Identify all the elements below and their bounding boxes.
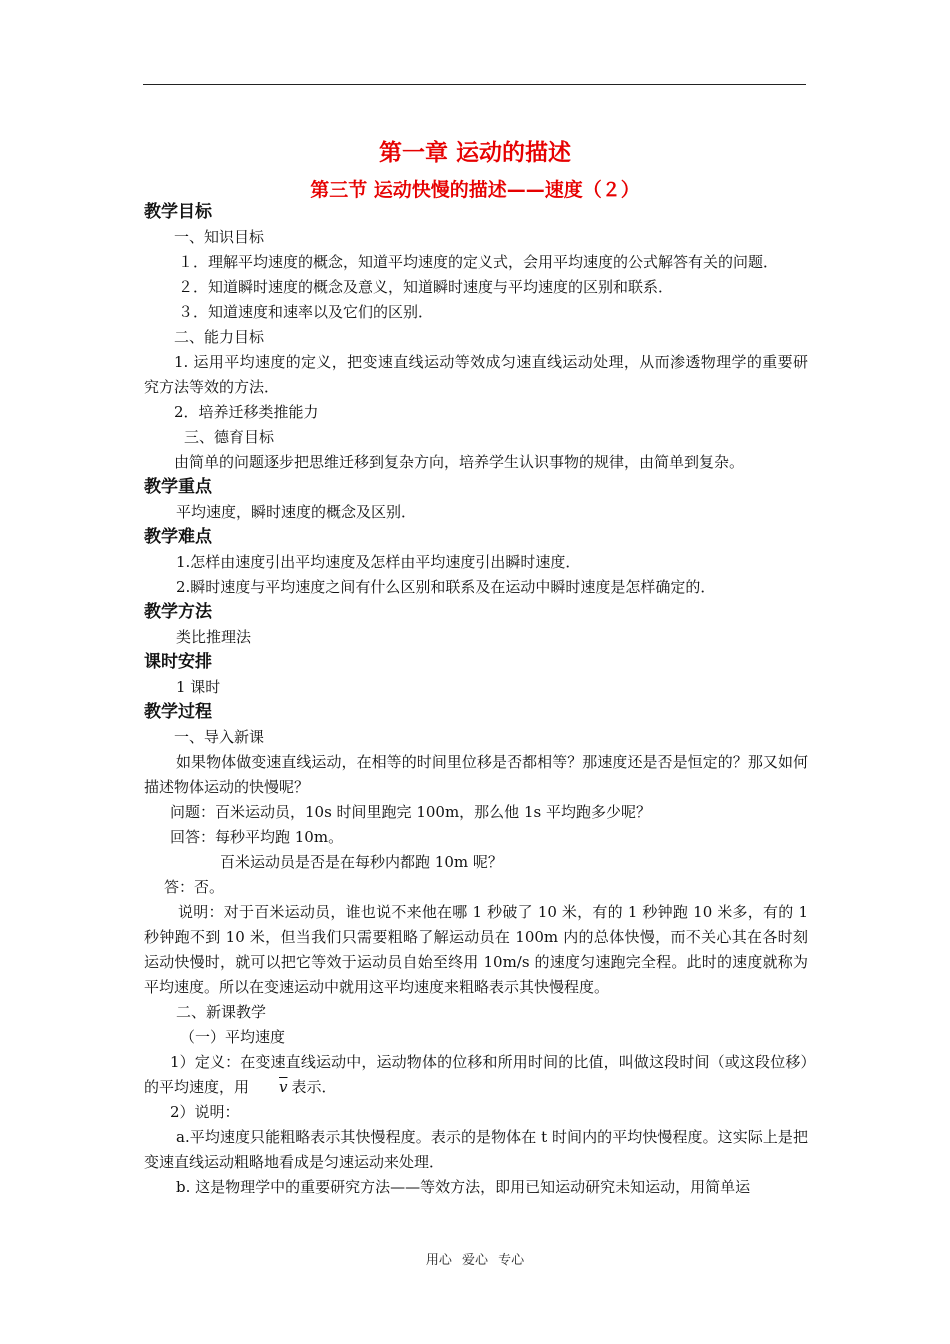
definition-suffix: 表示．	[291, 1078, 337, 1096]
ability-goals-label: 二、能力目标	[174, 328, 265, 346]
answer-line: 回答：每秒平均跑 10m。	[170, 828, 344, 846]
question-line-2: 百米运动员是否是在每秒内都跑 10m 呢？	[220, 853, 503, 871]
note-a: a.平均速度只能粗略表示其快慢程度。表示的是物体在 t 时间内的平均快慢程度。这实际上是把变速直线运动粗略地看成是匀速运动来处理．	[144, 1128, 808, 1171]
heading-goals: 教学目标	[144, 202, 212, 222]
method-text: 类比推理法	[176, 628, 252, 646]
header-rule	[143, 84, 806, 85]
heading-key-points: 教学重点	[144, 477, 212, 497]
notes-label: 2）说明：	[170, 1103, 240, 1121]
answer-no: 答：否。	[164, 878, 225, 896]
new-lesson-label: 二、新课教学	[176, 1003, 267, 1021]
moral-goals-label: 三、德育目标	[184, 428, 275, 446]
intro-paragraph: 如果物体做变速直线运动，在相等的时间里位移是否都相等？那速度还是否是恒定的？那又如何描述物体运动的快慢呢？	[144, 753, 808, 796]
average-velocity-label: （一）平均速度	[180, 1028, 286, 1046]
note-b: b. 这是物理学中的重要研究方法——等效方法，即用已知运动研究未知运动，用简单运	[176, 1178, 751, 1196]
ability-goal-2: 2．培养迁移类推能力	[174, 403, 319, 421]
knowledge-goal-1: １．理解平均速度的概念，知道平均速度的定义式，会用平均速度的公式解答有关的问题．	[178, 253, 779, 271]
heading-method: 教学方法	[144, 602, 212, 622]
difficulty-2: 2.瞬时速度与平均速度之间有什么区别和联系及在运动中瞬时速度是怎样确定的．	[176, 578, 716, 596]
heading-process: 教学过程	[144, 702, 212, 722]
v-bar-symbol: $\overline{v}$	[279, 1078, 288, 1096]
knowledge-goal-3: ３．知道速度和速率以及它们的区别．	[178, 303, 434, 321]
heading-schedule: 课时安排	[144, 652, 212, 672]
knowledge-goals-label: 一、知识目标	[174, 228, 265, 246]
intro-label: 一、导入新课	[174, 728, 265, 746]
key-points-text: 平均速度，瞬时速度的概念及区别．	[176, 503, 417, 521]
heading-difficulties: 教学难点	[144, 527, 212, 547]
schedule-text: 1 课时	[176, 678, 221, 696]
definition-text: 1）定义：在变速直线运动中，运动物体的位移和所用时间的比值，叫做这段时间（或这段位移）的平均速度，用	[144, 1053, 808, 1096]
page-footer: 用心 爱心 专心	[425, 1253, 525, 1268]
explanation-paragraph: 说明：对于百米运动员，谁也说不来他在哪 1 秒破了 10 米，有的 1 秒钟跑 10 米多，有的 1 秒钟跑不到 10 米，但当我们只需要粗略了解运动员在 100m 内的总体快慢，而不关心其在各时刻运动快慢时，就可以把它等效于运动员自始至终用 10m/s 的速度匀速跑完全程。此时的速度就称为平均速度。所以在变速运动中就用这平均速度来粗略表示其快慢程度。	[144, 903, 808, 996]
definition-paragraph	[144, 1050, 808, 1100]
question-line: 问题：百米运动员，10s 时间里跑完 100m，那么他 1s 平均跑多少呢？	[170, 803, 651, 821]
difficulty-1: 1.怎样由速度引出平均速度及怎样由平均速度引出瞬时速度．	[176, 553, 581, 571]
ability-goal-1: 1. 运用平均速度的定义，把变速直线运动等效成匀速直线运动处理，从而渗透物理学的重要研究方法等效的方法．	[144, 353, 808, 396]
knowledge-goal-2: ２．知道瞬时速度的概念及意义，知道瞬时速度与平均速度的区别和联系．	[178, 278, 674, 296]
section-title: 第三节 运动快慢的描述——速度（２）	[310, 179, 640, 201]
document-body	[144, 200, 808, 1200]
moral-goal-1: 由简单的问题逐步把思维迁移到复杂方向，培养学生认识事物的规律，由简单到复杂。	[174, 453, 745, 471]
chapter-title: 第一章 运动的描述	[378, 140, 571, 166]
